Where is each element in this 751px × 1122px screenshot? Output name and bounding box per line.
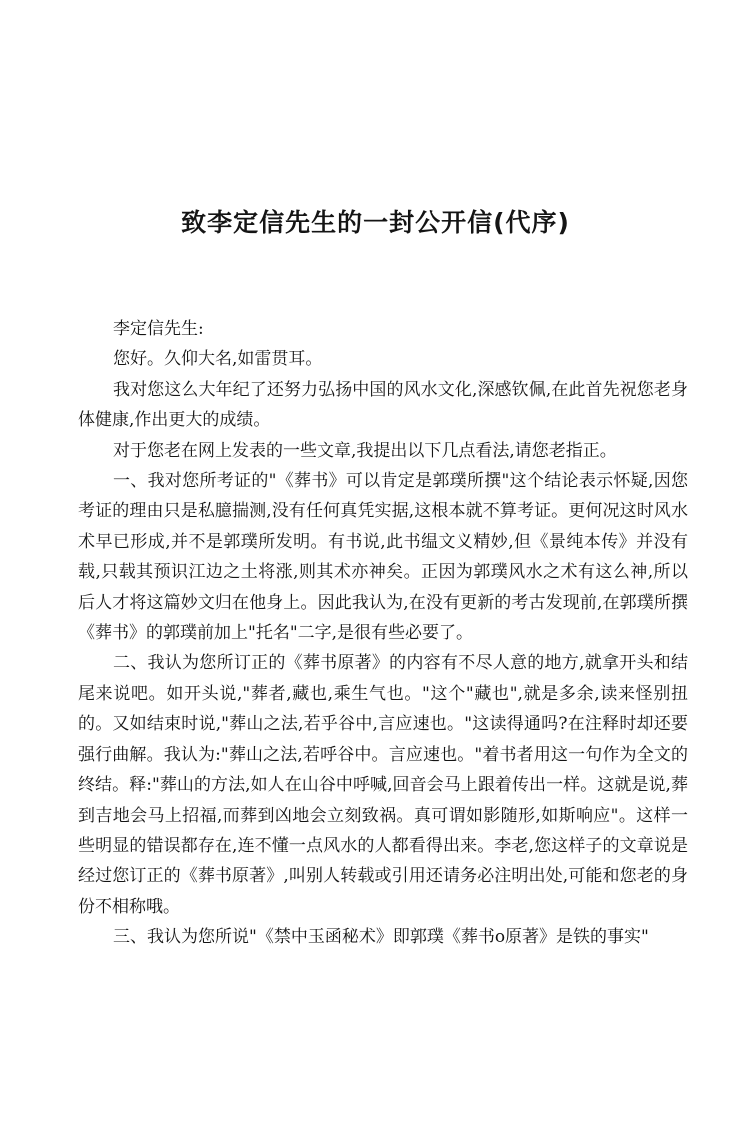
paragraph-point-1: 一、我对您所考证的"《葬书》可以肯定是郭璞所撰"这个结论表示怀疑,因您考证的理由只是私臆揣测,没有任何真凭实据,这根本就不算考证。更何况这时风水术早已形成,并不是郭璞所发明。有书说,此书缊文义精妙,但《景纯本传》并没有载,只载其预识江边之土将涨,则其术亦神矣。正因为郭璞风水之术有这么神,所以后人才将这篇妙文归在他身上。因此我认为,在没有更新的考古发现前,在郭璞所撰《葬书》的郭璞前加上"托名"二字,是很有些必要了。	[78, 471, 688, 644]
paragraph-greeting: 您好。久仰大名,如雷贯耳。	[113, 349, 323, 370]
letter-body	[78, 314, 688, 953]
page-title: 致李定信先生的一封公开信(代序)	[181, 208, 570, 237]
paragraph-point-2: 二、我认为您所订正的《葬书原著》的内容有不尽人意的地方,就拿开头和结尾来说吧。如开头说,"葬者,藏也,乘生气也。"这个"藏也",就是多余,读来怪别扭的。又如结束时说,"葬山之法,若乎谷中,言应速也。"这读得通吗?在注释时却还要强行曲解。我认为:"葬山之法,若呼谷中。言应速也。"着书者用这一句作为全文的终结。释:"葬山的方法,如人在山谷中呼喊,回音会马上跟着传出一样。这就是说,葬到吉地会马上招福,而葬到凶地会立刻致祸。真可谓如影随形,如斯响应"。这样一些明显的错误都存在,连不懂一点风水的人都看得出来。李老,您这样子的文章说是经过您订正的《葬书原著》,叫别人转载或引用还请务必注明出处,可能和您老的身份不相称哦。	[78, 653, 688, 917]
paragraph-intro: 对于您老在网上发表的一些文章,我提出以下几点看法,请您老指正。	[113, 440, 617, 461]
paragraph-point-3: 三、我认为您所说"《禁中玉函秘术》即郭璞《葬书o原著》是铁的事实"	[113, 927, 649, 948]
paragraph-admiration: 我对您这么大年纪了还努力弘扬中国的风水文化,深感钦佩,在此首先祝您老身体健康,作出更大的成绩。	[78, 379, 688, 431]
salutation: 李定信先生:	[113, 319, 204, 339]
